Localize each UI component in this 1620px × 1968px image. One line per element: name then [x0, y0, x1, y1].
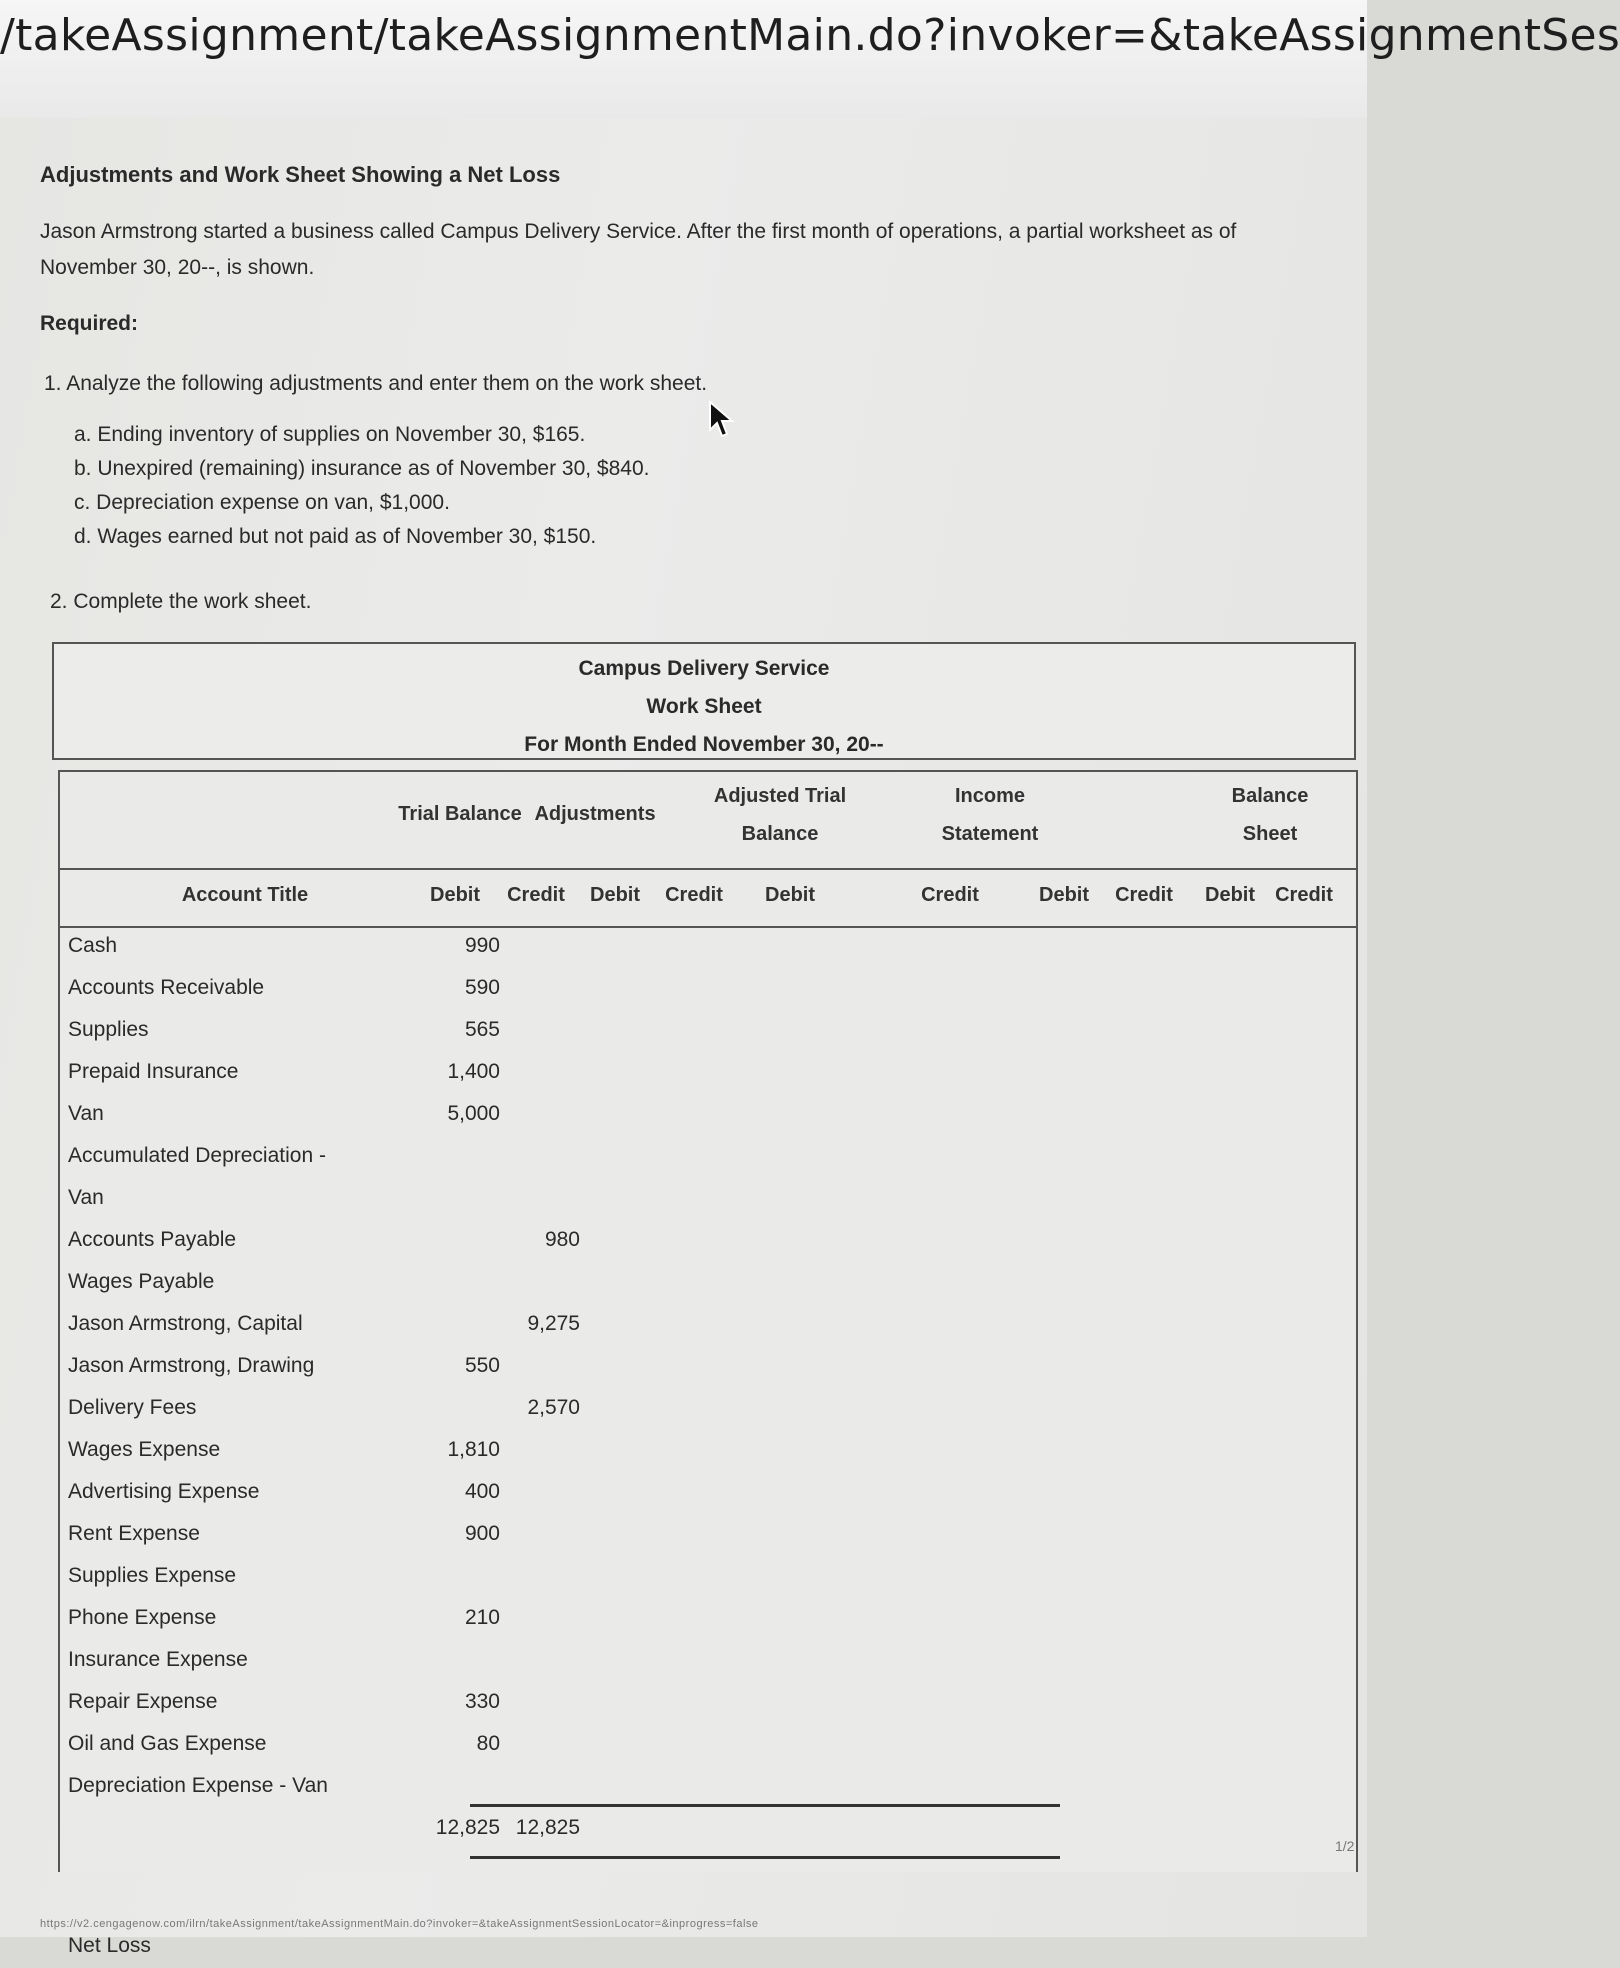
table-row [60, 1474, 1356, 1514]
group-trial-balance: Trial Balance [398, 803, 522, 825]
account-title: Jason Armstrong, Drawing [68, 1354, 315, 1377]
table-row [60, 1390, 1356, 1430]
worksheet-heading [52, 642, 1356, 760]
column-bs-credit: Credit [1275, 884, 1333, 906]
table-row [60, 928, 1356, 968]
account-title: Accounts Payable [68, 1228, 237, 1251]
adjustment-a: a. Ending inventory of supplies on November 30, $165. [74, 423, 586, 446]
account-title: Repair Expense [68, 1690, 218, 1713]
table-row [60, 1558, 1356, 1598]
group-balance-sheet-line-2: Sheet [1242, 823, 1298, 845]
tb-credit-value: 980 [544, 1228, 580, 1251]
tb-debit-value: 1,810 [447, 1438, 500, 1461]
table-row [60, 1600, 1356, 1640]
account-title: Supplies [68, 1018, 149, 1041]
table-row [60, 1222, 1356, 1262]
account-title: Van [68, 1102, 104, 1125]
account-title: Jason Armstrong, Capital [68, 1312, 303, 1335]
tb-debit-total: 12,825 [435, 1816, 500, 1839]
table-row [60, 1264, 1356, 1304]
account-title: Accumulated Depreciation - [68, 1144, 326, 1167]
adjustment-b: b. Unexpired (remaining) insurance as of November 30, $840. [74, 457, 650, 480]
account-title: Wages Payable [68, 1270, 215, 1293]
problem-intro: Jason Armstrong started a business called Campus Delivery Service. After the first month of operations, a partial worksheet as of November 30, 20--, is shown. [40, 220, 1237, 279]
column-tb-credit: Credit [507, 884, 565, 906]
table-row [60, 1306, 1356, 1346]
account-title: Oil and Gas Expense [68, 1732, 267, 1755]
tb-debit-value: 590 [464, 976, 500, 999]
column-account-title: Account Title [181, 884, 309, 906]
account-title: Wages Expense [68, 1438, 221, 1461]
account-title: Rent Expense [68, 1522, 200, 1545]
tb-debit-value: 550 [464, 1354, 500, 1377]
browser-address-bar[interactable] [0, 0, 1620, 119]
totals-row [60, 1810, 1356, 1850]
table-row [60, 1432, 1356, 1472]
table-row [60, 1012, 1356, 1052]
column-header-row [60, 870, 1356, 928]
tb-debit-value: 210 [464, 1606, 500, 1629]
address-bar-url[interactable]: /takeAssignment/takeAssignmentMain.do?invoker=&takeAssignmentSes [0, 10, 1620, 61]
column-tb-debit: Debit [430, 884, 480, 906]
account-title: Van [68, 1186, 104, 1209]
company-name: Campus Delivery Service [578, 657, 830, 680]
problem-title: Adjustments and Work Sheet Showing a Net Loss [40, 162, 561, 187]
tb-debit-value: 565 [464, 1018, 500, 1041]
worksheet-name: Work Sheet [646, 695, 762, 718]
step-2-instruction: 2. Complete the work sheet. [50, 590, 312, 613]
group-adjustments: Adjustments [534, 803, 656, 825]
table-row [60, 1768, 1356, 1808]
tb-debit-value: 5,000 [447, 1102, 500, 1125]
tb-debit-value: 400 [464, 1480, 500, 1503]
net-loss-label: Net Loss [68, 1934, 151, 1957]
adjustments-list [74, 418, 649, 554]
column-adj-debit: Debit [590, 884, 640, 906]
group-income-statement-line-2: Statement [941, 823, 1039, 845]
account-title: Accounts Receivable [68, 976, 265, 999]
account-title: Prepaid Insurance [68, 1060, 239, 1083]
table-row [60, 1726, 1356, 1766]
adjustment-d: d. Wages earned but not paid as of November 30, $150. [74, 525, 597, 548]
group-adjusted-trial-balance-line-1: Adjusted Trial [713, 785, 847, 807]
tb-debit-value: 990 [464, 934, 500, 957]
table-row [60, 1180, 1356, 1220]
tb-credit-total: 12,825 [515, 1816, 580, 1839]
account-title: Cash [68, 934, 118, 957]
account-title: Supplies Expense [68, 1564, 237, 1587]
tb-debit-value: 80 [476, 1732, 500, 1755]
column-atb-credit: Credit [921, 884, 979, 906]
adjustment-c: c. Depreciation expense on van, $1,000. [74, 491, 450, 514]
tb-debit-value: 900 [464, 1522, 500, 1545]
account-title: Depreciation Expense - Van [68, 1774, 328, 1797]
step-1-instruction: 1. Analyze the following adjustments and enter them on the work sheet. [44, 372, 708, 395]
group-adjusted-trial-balance-line-2: Balance [741, 823, 819, 845]
column-adj-credit: Credit [665, 884, 723, 906]
column-is-debit: Debit [1039, 884, 1089, 906]
worksheet-period: For Month Ended November 30, 20-- [524, 733, 884, 756]
net-loss-row [60, 1928, 1356, 1968]
table-row [60, 1684, 1356, 1724]
tb-credit-value: 9,275 [527, 1312, 580, 1335]
totals-rule-bottom [470, 1856, 1060, 1859]
table-row [60, 970, 1356, 1010]
print-footer-url: https://v2.cengagenow.com/ilrn/takeAssignment/takeAssignmentMain.do?invoker=&takeAssignmentSessionLocator=&inprogress=false [40, 1918, 759, 1930]
column-group-header-row [60, 772, 1356, 870]
table-row [60, 1516, 1356, 1556]
tb-debit-value: 1,400 [447, 1060, 500, 1083]
tb-credit-value: 2,570 [527, 1396, 580, 1419]
column-is-credit: Credit [1115, 884, 1173, 906]
account-title: Advertising Expense [68, 1480, 260, 1503]
totals-rule-top [470, 1804, 1060, 1807]
table-row [60, 1138, 1356, 1178]
account-title: Delivery Fees [68, 1396, 197, 1419]
table-row [60, 1054, 1356, 1094]
tb-debit-value: 330 [464, 1690, 500, 1713]
assignment-page [0, 118, 1367, 1957]
table-row [60, 1348, 1356, 1388]
column-atb-debit: Debit [765, 884, 815, 906]
group-balance-sheet-line-1: Balance [1231, 785, 1309, 807]
column-bs-debit: Debit [1205, 884, 1255, 906]
page-number: 1/2 [1335, 1838, 1355, 1854]
table-row [60, 1096, 1356, 1136]
account-title: Phone Expense [68, 1606, 217, 1629]
table-row [60, 1642, 1356, 1682]
mouse-cursor-icon [708, 400, 736, 440]
account-title: Insurance Expense [68, 1648, 248, 1671]
required-label: Required: [40, 312, 139, 335]
group-income-statement-line-1: Income [954, 785, 1026, 807]
